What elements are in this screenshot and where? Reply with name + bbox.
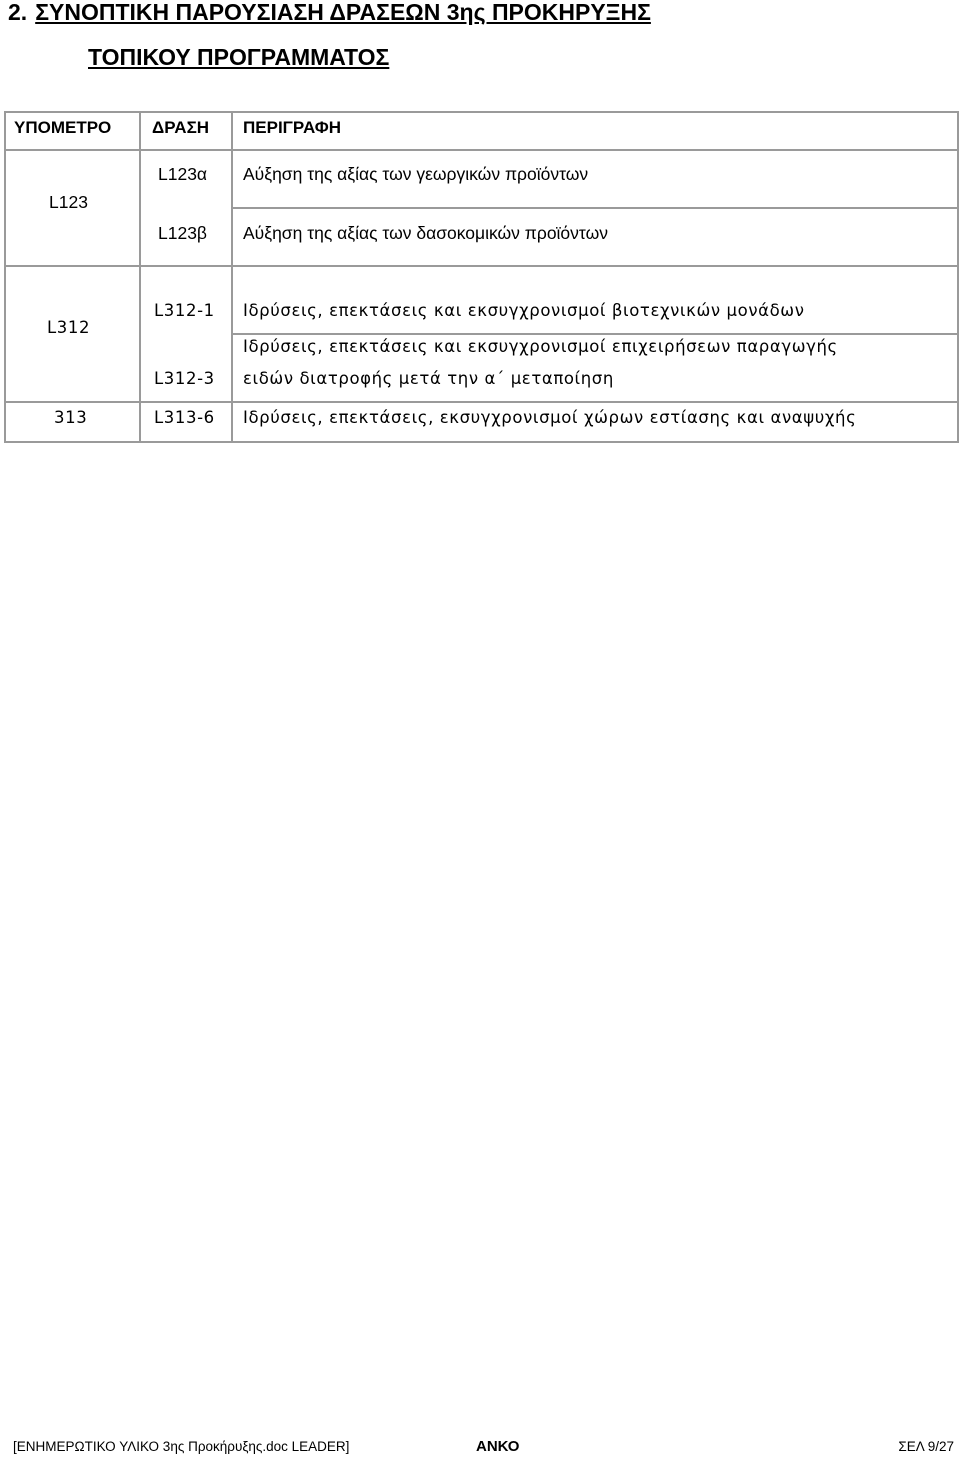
footer-document-name: [ΕΝΗΜΕΡΩΤΙΚΟ ΥΛΙΚΟ 3ης Προκήρυξης.doc LEADER] — [13, 1439, 350, 1454]
description-cell: Ιδρύσεις, επεκτάσεις, εκσυγχρονισμοί χώρων εστίασης και αναψυχής — [243, 408, 857, 427]
table-border-top — [4, 111, 959, 113]
table-header-divider — [4, 149, 959, 151]
table-column-divider — [139, 111, 141, 443]
actions-table — [4, 111, 959, 443]
action-cell: L312-3 — [154, 369, 215, 388]
description-cell: Αύξηση της αξίας των γεωργικών προϊόντων — [243, 164, 589, 184]
section-heading — [8, 0, 651, 24]
section-title-line1: ΣΥΝΟΠΤΙΚΗ ΠΑΡΟΥΣΙΑΣΗ ΔΡΑΣΕΩΝ 3ης ΠΡΟΚΗΡΥΞΗΣ — [35, 0, 651, 25]
table-group-divider — [4, 265, 959, 267]
description-cell-line1: Ιδρύσεις, επεκτάσεις και εκσυγχρονισμοί επιχειρήσεων παραγωγής — [243, 337, 838, 356]
submeasure-cell: L123 — [49, 192, 88, 212]
action-cell: L123β — [158, 223, 207, 243]
column-header-submeasure: ΥΠΟΜΕΤΡΟ — [14, 118, 112, 137]
table-column-divider — [231, 111, 233, 443]
footer-page-number: ΣΕΛ 9/27 — [898, 1439, 954, 1454]
footer-organization: ΑΝΚΟ — [476, 1438, 520, 1455]
table-row-divider — [231, 207, 959, 209]
section-title-line2: ΤΟΠΙΚΟΥ ΠΡΟΓΡΑΜΜΑΤΟΣ — [88, 44, 390, 70]
description-cell: Αύξηση της αξίας των δασοκομικών προϊόντων — [243, 223, 608, 243]
table-border-bottom — [4, 441, 959, 443]
table-border-left — [4, 111, 6, 443]
description-cell-line2: ειδών διατροφής μετά την α΄ μεταποίηση — [243, 369, 614, 388]
submeasure-cell: 313 — [54, 408, 88, 427]
section-number: 2. — [8, 0, 28, 25]
submeasure-cell: L312 — [47, 318, 91, 337]
column-header-action: ΔΡΑΣΗ — [152, 118, 210, 137]
action-cell: L123α — [158, 164, 208, 184]
table-row-divider — [231, 333, 959, 335]
table-group-divider — [4, 401, 959, 403]
description-cell: Ιδρύσεις, επεκτάσεις και εκσυγχρονισμοί βιοτεχνικών μονάδων — [243, 301, 805, 320]
action-cell: L313-6 — [154, 408, 215, 427]
table-border-right — [957, 111, 959, 443]
column-header-description: ΠΕΡΙΓΡΑΦΗ — [243, 118, 342, 137]
action-cell: L312-1 — [154, 301, 215, 320]
